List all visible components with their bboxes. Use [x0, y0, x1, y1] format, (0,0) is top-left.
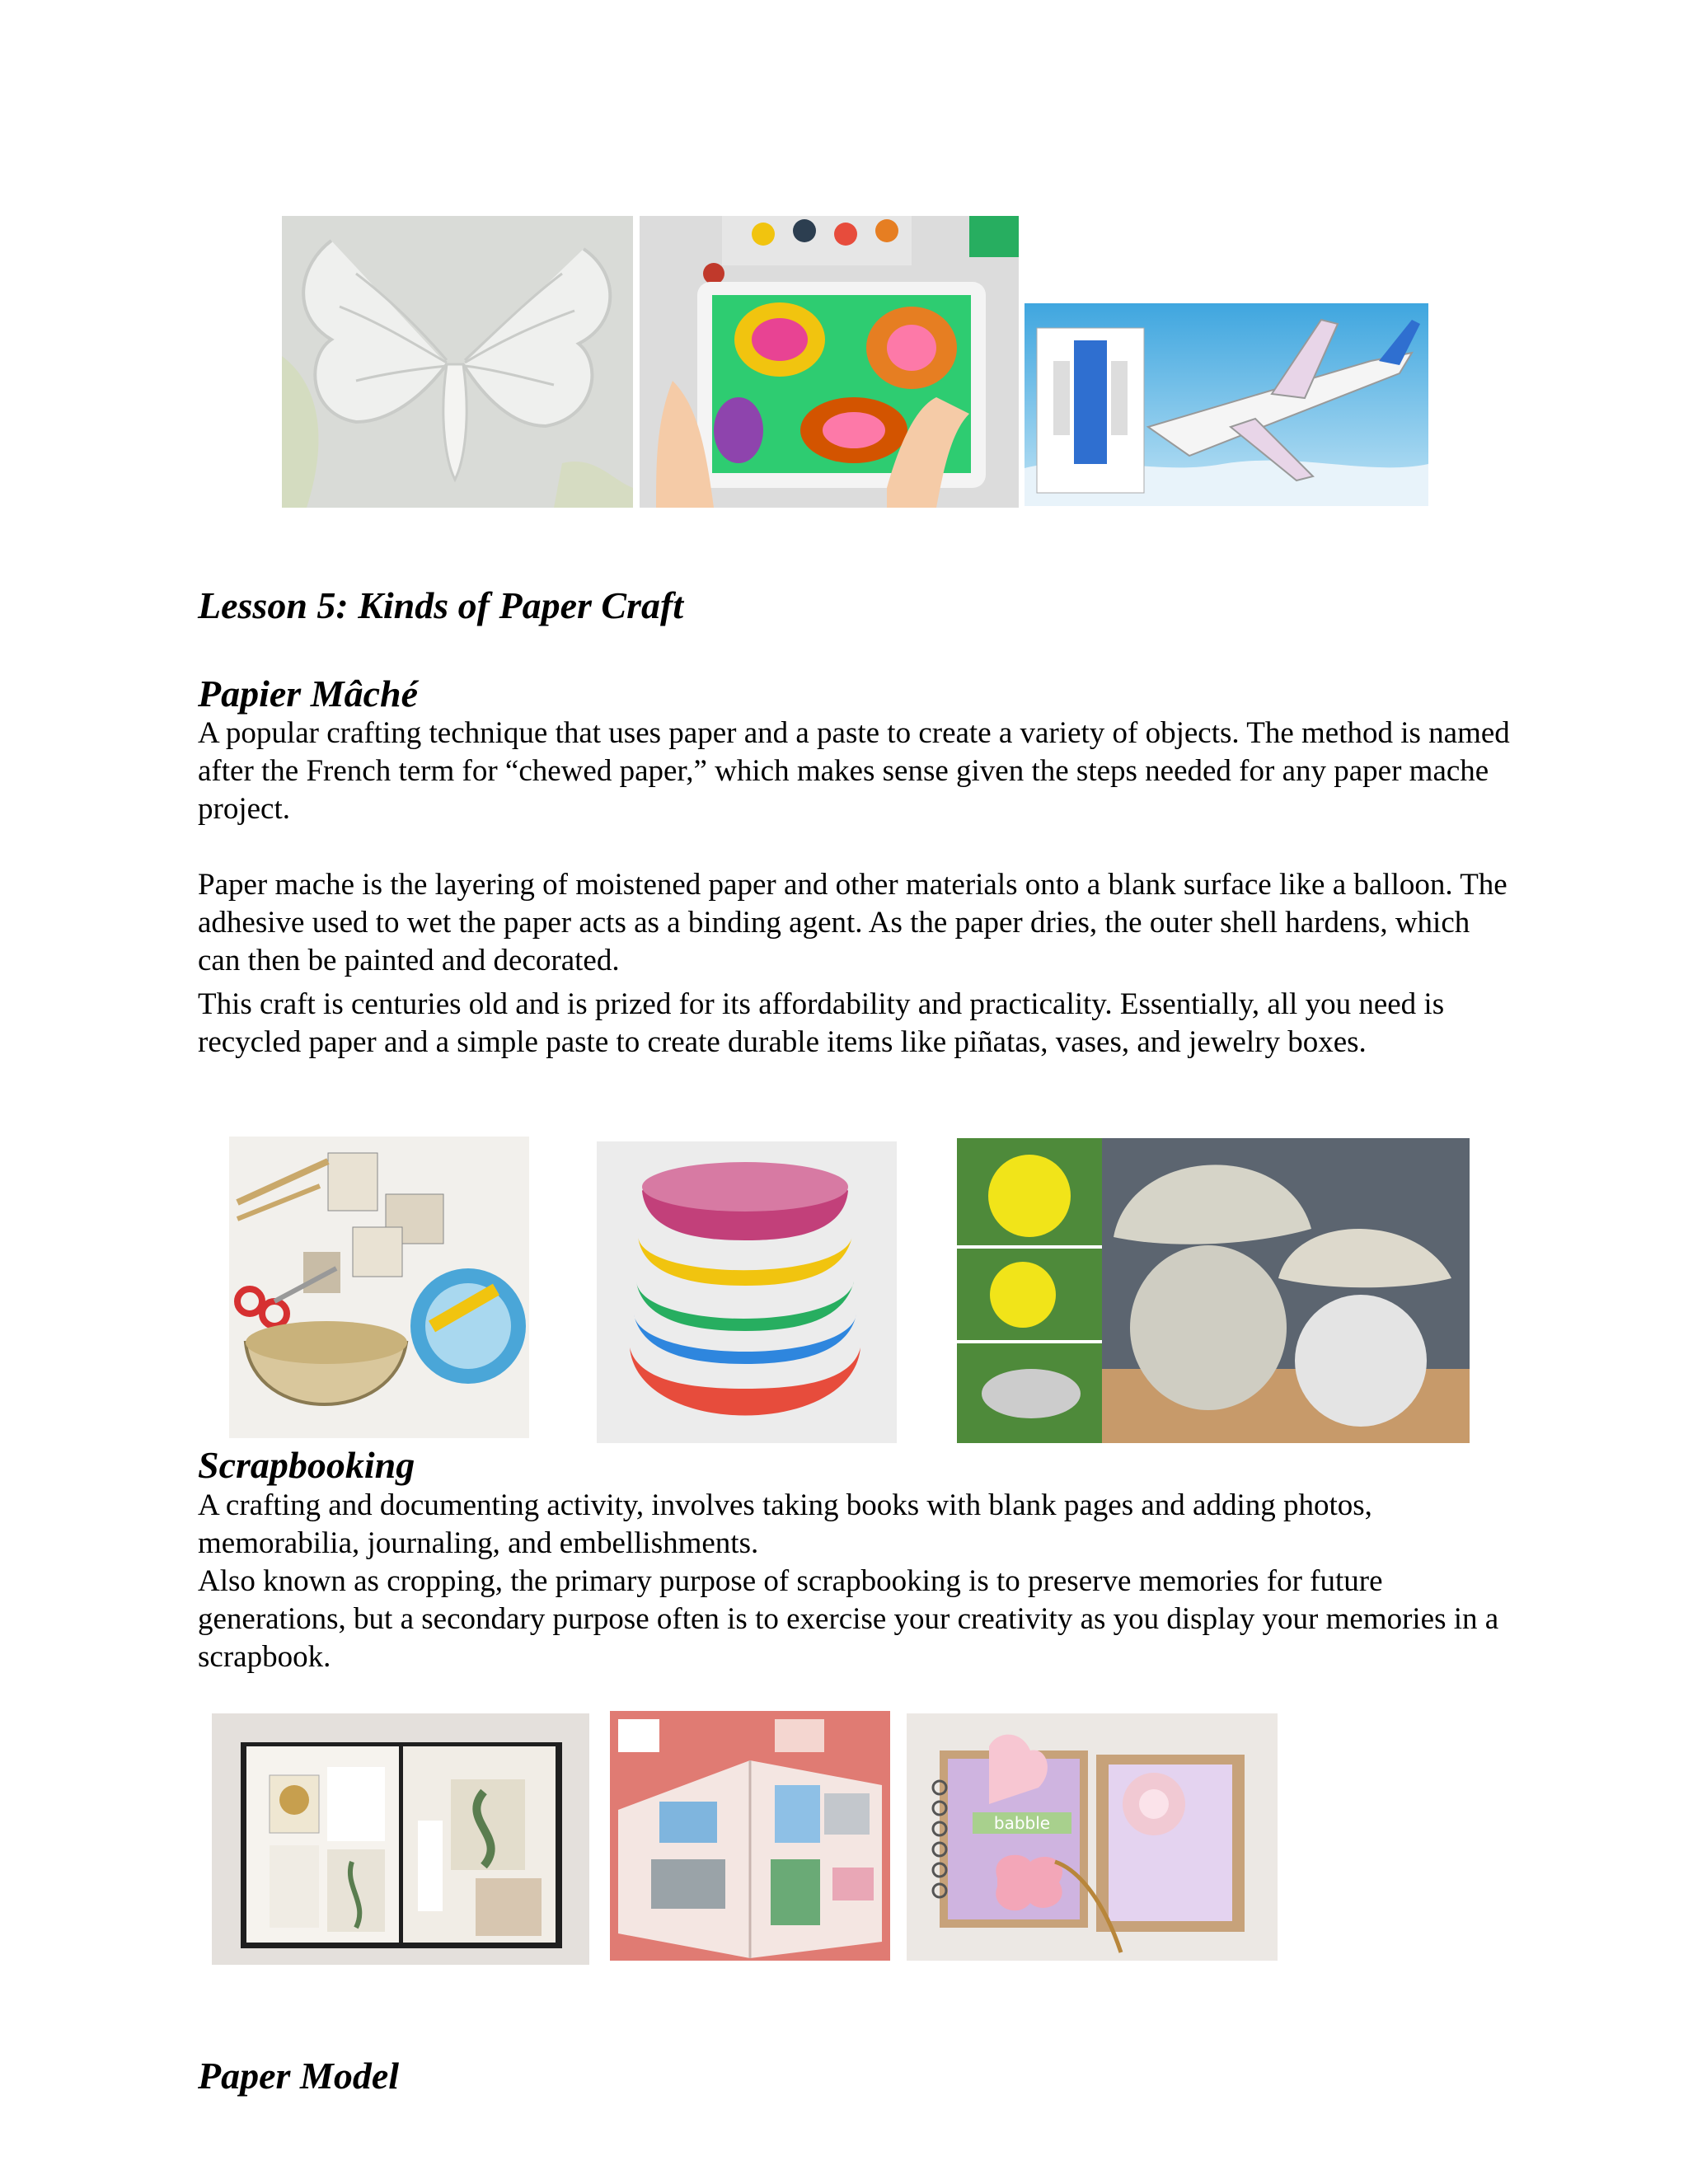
babble-sticker-text: babble	[993, 1813, 1051, 1833]
paper-mache-mushrooms-photo	[957, 1138, 1470, 1443]
floral-journal-photo	[212, 1713, 589, 1965]
papier-mache-paragraph-1: A popular crafting technique that uses paper and a paste to create a variety of objects. The method is named after the French term for “chewed paper,” which makes sense given the steps needed for any paper mache project.	[198, 716, 1510, 826]
paper-model-heading: Paper Model	[198, 2055, 400, 2097]
papier-mache-paragraph-3: This craft is centuries old and is prized for its affordability and practicality. Essentially, all you need is recycled paper and a simple paste to create durable items like piñatas, vases, and jewelry boxes.	[198, 987, 1445, 1059]
lesson-title: Lesson 5: Kinds of Paper Craft	[198, 584, 684, 626]
scrapbooking-paragraph-1: A crafting and documenting activity, involves taking books with blank pages and adding photos, memorabilia, journaling, and embellishments.	[198, 1488, 1372, 1560]
paper-airplane-model-photo	[1025, 303, 1428, 506]
travel-scrapbook-photo	[610, 1711, 890, 1961]
papier-mache-paragraph-2: Paper mache is the layering of moistened paper and other materials onto a blank surface like a balloon. The adhesive used to wet the paper acts as a binding agent. As the paper dries, the outer shell hardens, which can then be painted and decorated.	[198, 868, 1507, 977]
scrapbooking-heading: Scrapbooking	[198, 1444, 415, 1486]
scrapbooking-paragraph-2: Also known as cropping, the primary purpose of scrapbooking is to preserve memories for future generations, but a secondary purpose often is to exercise your creativity as you display your memories in a scrapbook.	[198, 1564, 1499, 1674]
embossed-butterfly-photo	[282, 216, 633, 508]
papier-mache-heading: Papier Mâché	[198, 673, 419, 715]
baby-scrapbook-photo	[907, 1713, 1278, 1961]
paper-marbling-photo	[640, 216, 1019, 508]
newspaper-bowl-photo	[229, 1137, 529, 1438]
stacked-colorful-bowls-photo	[597, 1141, 897, 1443]
